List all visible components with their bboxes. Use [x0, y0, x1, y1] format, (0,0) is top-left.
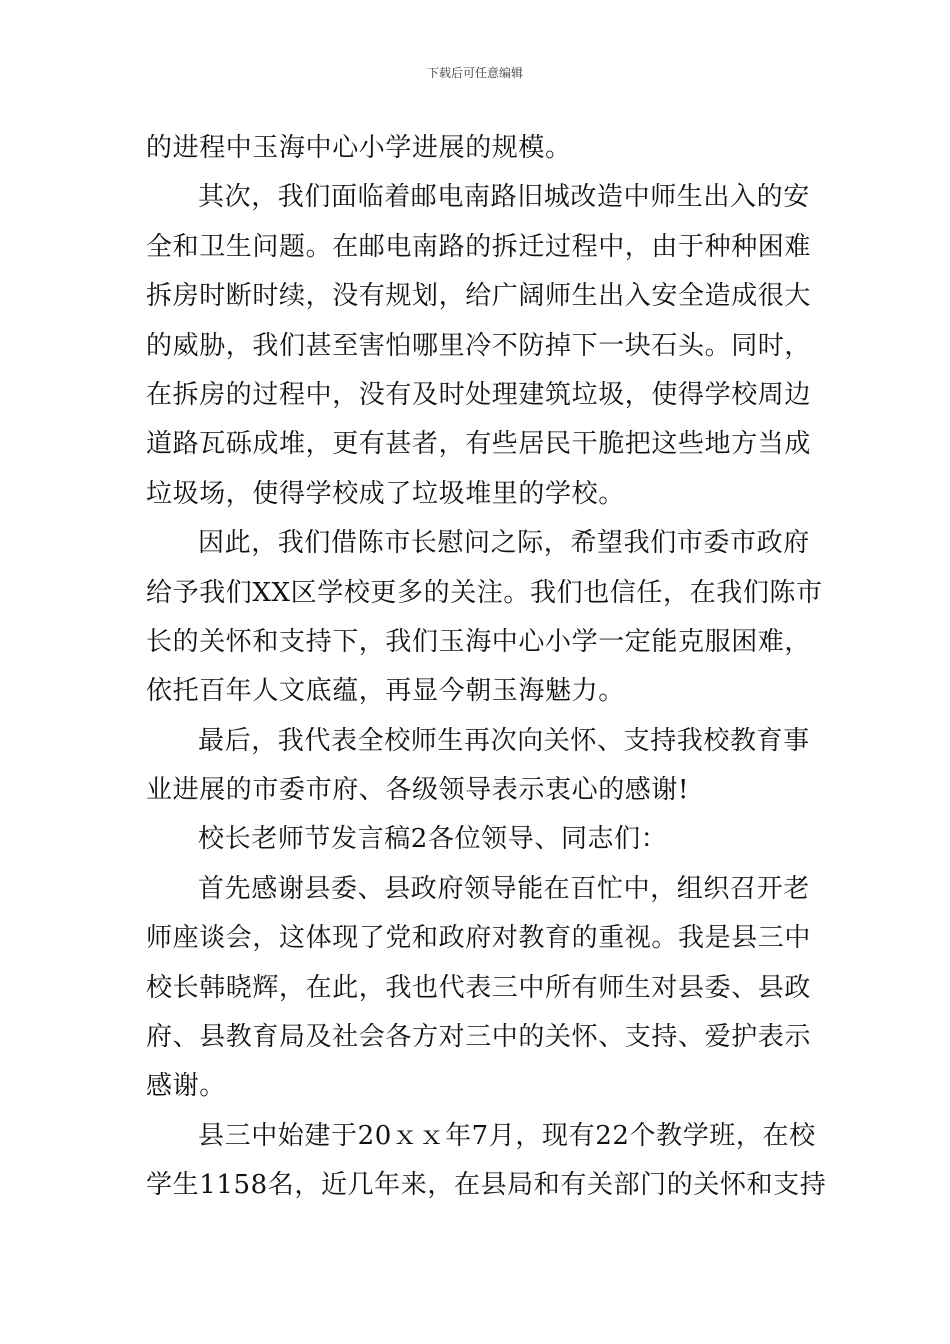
text-line: 其次，我们面临着邮电南路旧城改造中师生出入的安 [198, 182, 810, 213]
text-line: 道路瓦砾成堆，更有甚者，有些居民干脆把这些地方当成 [146, 429, 812, 460]
text-line: 府、县教育局及社会各方对三中的关怀、支持、爱护表示 [146, 1022, 812, 1053]
text-line: 因此，我们借陈市长慰问之际，希望我们市委市政府 [198, 528, 810, 559]
text-line: 拆房时断时续，没有规划，给广阔师生出入安全造成很大 [146, 281, 812, 312]
text-line: 全和卫生问题。在邮电南路的拆迁过程中，由于种种困难 [146, 231, 812, 262]
text-line: 给予我们XX区学校更多的关注。我们也信任，在我们陈市 [146, 577, 823, 608]
text-line: 最后，我代表全校师生再次向关怀、支持我校教育事 [198, 725, 810, 756]
text-line: 的进程中玉海中心小学进展的规模。 [146, 133, 572, 163]
text-line: 长的关怀和支持下，我们玉海中心小学一定能克服困难， [146, 626, 812, 657]
text-line: 师座谈会，这体现了党和政府对教育的重视。我是县三中 [146, 923, 812, 954]
text-line: 垃圾场，使得学校成了垃圾堆里的学校。 [146, 478, 625, 509]
text-line: 依托百年人文底蕴，再显今朝玉海魅力。 [146, 676, 625, 707]
page-header: 下载后可任意编辑 [426, 66, 523, 80]
document-body [146, 124, 827, 1211]
section-heading-line: 校长老师节发言稿2各位领导、同志们： [198, 824, 668, 855]
text-line: 首先感谢县委、县政府领导能在百忙中，组织召开老 [198, 873, 810, 904]
text-line: 在拆房的过程中，没有及时处理建筑垃圾，使得学校周边 [146, 379, 812, 410]
text-line: 感谢。 [146, 1071, 226, 1102]
text-line: 学生1158名，近几年来，在县局和有关部门的关怀和支持 [146, 1170, 827, 1201]
text-line: 的威胁，我们甚至害怕哪里冷不防掉下一块石头。同时， [146, 330, 812, 361]
text-line: 县三中始建于20ｘｘ年7月，现有22个教学班，在校 [198, 1120, 816, 1151]
text-line: 校长韩晓辉，在此，我也代表三中所有师生对县委、县政 [146, 972, 812, 1003]
text-line: 业进展的市委市府、各级领导表示衷心的感谢! [146, 775, 690, 806]
